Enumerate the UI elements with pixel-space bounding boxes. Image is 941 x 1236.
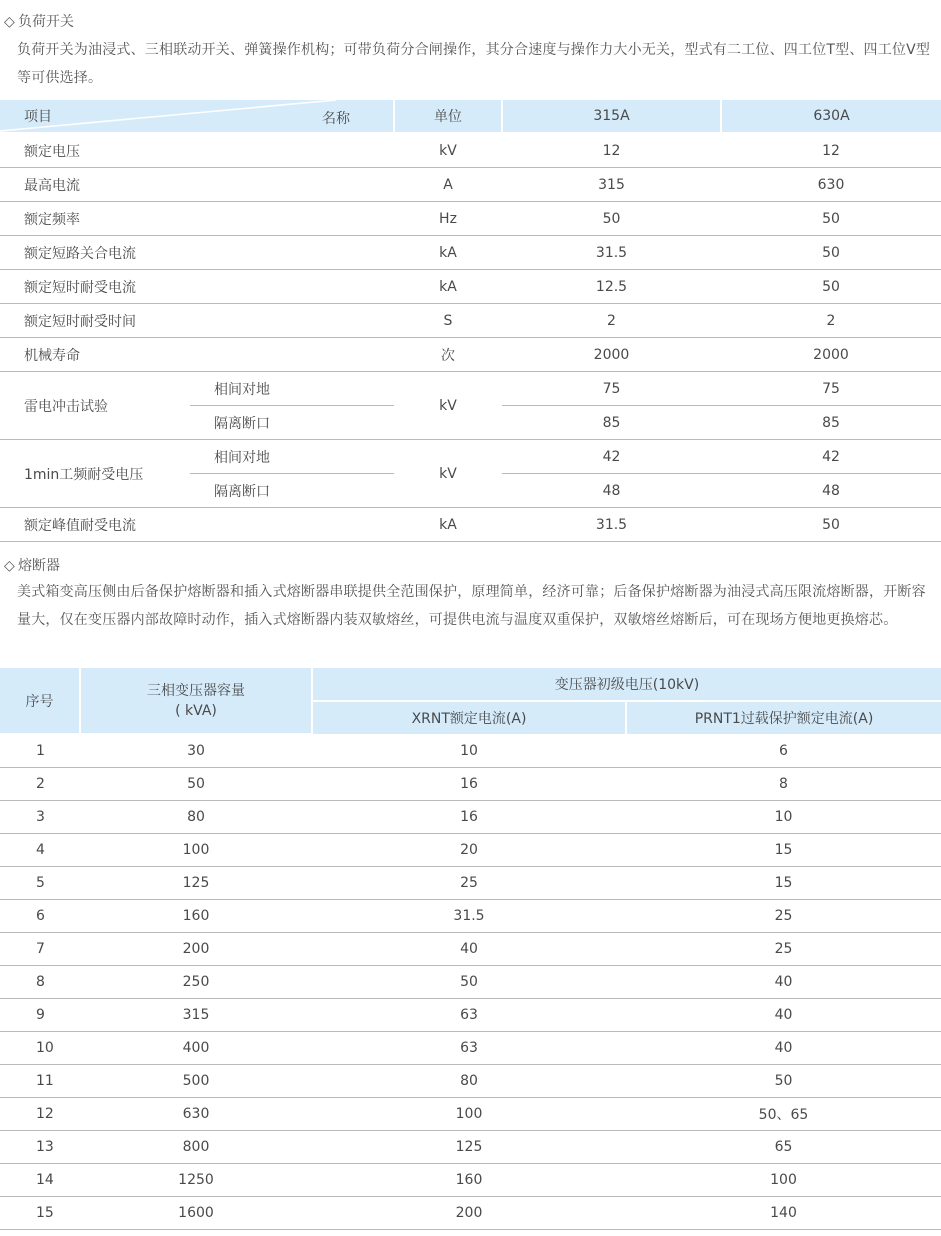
- table-row: [0, 1098, 941, 1131]
- row-capacity: 1600: [80, 1197, 312, 1230]
- row-xrnt-current: 125: [312, 1131, 626, 1164]
- row-index: 1: [0, 734, 80, 768]
- row-value-315a: 50: [502, 202, 721, 236]
- table-row: [0, 1197, 941, 1230]
- row-value-630a: 50: [721, 202, 941, 236]
- row-prnt-current: 65: [626, 1131, 941, 1164]
- header-item-label: 项目: [24, 109, 52, 125]
- row-subname: 相间对地: [190, 440, 394, 474]
- table-row: [0, 202, 941, 236]
- row-name: 额定短时耐受时间: [0, 304, 394, 338]
- row-index: 4: [0, 834, 80, 867]
- row-unit: 次: [394, 338, 502, 372]
- row-xrnt-current: 31.5: [312, 900, 626, 933]
- row-xrnt-current: 40: [312, 933, 626, 966]
- row-prnt-current: 100: [626, 1164, 941, 1197]
- row-capacity: 500: [80, 1065, 312, 1098]
- table-header-row: [0, 100, 941, 133]
- row-value-315a: 12.5: [502, 270, 721, 304]
- section-description-load-switch: 负荷开关为油浸式、三相联动开关、弹簧操作机构；可带负荷分合闸操作，其分合速度与操作力大小无关，型式有二工位、四工位T型、四工位V型等可供选择。: [17, 42, 931, 86]
- table-row: [0, 304, 941, 338]
- section-title-load-switch: [4, 12, 74, 32]
- table-row: [0, 734, 941, 768]
- section-description-fuse: 美式箱变高压侧由后备保护熔断器和插入式熔断器串联提供全范围保护，原理简单，经济可靠；后备保护熔断器为油浸式高压限流熔断器，开断容量大，仅在变压器内部故障时动作，插入式熔断器内装双敏熔丝，可提供电流与温度双重保护，双敏熔丝熔断后，可在现场方便地更换熔芯。: [17, 584, 926, 628]
- row-name: 额定短时耐受电流: [0, 270, 394, 304]
- fuse-rating-table: [0, 668, 941, 1230]
- row-capacity: 200: [80, 933, 312, 966]
- row-value-315a: 2000: [502, 338, 721, 372]
- row-prnt-current: 25: [626, 933, 941, 966]
- row-index: 7: [0, 933, 80, 966]
- row-unit: kA: [394, 236, 502, 270]
- row-value-315a: 31.5: [502, 508, 721, 542]
- table-header-row: [0, 668, 941, 701]
- row-prnt-current: 50、65: [626, 1098, 941, 1131]
- row-prnt-current: 40: [626, 999, 941, 1032]
- row-prnt-current: 40: [626, 966, 941, 999]
- row-index: 2: [0, 768, 80, 801]
- row-xrnt-current: 63: [312, 999, 626, 1032]
- row-index: 11: [0, 1065, 80, 1098]
- row-value-315a: 2: [502, 304, 721, 338]
- row-value-315a: 42: [502, 440, 721, 474]
- table-row: [0, 999, 941, 1032]
- row-value-315a: 75: [502, 372, 721, 406]
- section-title-text: 熔断器: [18, 558, 60, 574]
- row-xrnt-current: 200: [312, 1197, 626, 1230]
- table-row: [0, 168, 941, 202]
- header-prnt: PRNT1过载保护额定电流(A): [626, 701, 941, 734]
- table-row: [0, 338, 941, 372]
- header-unit: 单位: [394, 100, 502, 133]
- header-315a: 315A: [502, 100, 721, 133]
- row-index: 8: [0, 966, 80, 999]
- table-row: [0, 1131, 941, 1164]
- header-name-label: 名称: [322, 111, 350, 127]
- row-value-630a: 2: [721, 304, 941, 338]
- row-index: 15: [0, 1197, 80, 1230]
- header-primary-voltage-group: 变压器初级电压(10kV): [312, 668, 941, 701]
- row-prnt-current: 50: [626, 1065, 941, 1098]
- row-unit: kV: [394, 133, 502, 168]
- row-name: 额定频率: [0, 202, 394, 236]
- table-row: [0, 508, 941, 542]
- row-xrnt-current: 16: [312, 768, 626, 801]
- row-capacity: 125: [80, 867, 312, 900]
- row-value-315a: 85: [502, 406, 721, 440]
- row-prnt-current: 25: [626, 900, 941, 933]
- table-row: [0, 933, 941, 966]
- row-name: 额定峰值耐受电流: [0, 508, 394, 542]
- row-xrnt-current: 25: [312, 867, 626, 900]
- load-switch-spec-table: [0, 100, 941, 542]
- row-name-power-frequency: 1min工频耐受电压: [0, 440, 190, 508]
- row-index: 6: [0, 900, 80, 933]
- header-index: 序号: [0, 668, 80, 734]
- table-row: [0, 236, 941, 270]
- section-title-text: 负荷开关: [18, 14, 74, 30]
- row-value-630a: 50: [721, 236, 941, 270]
- row-capacity: 800: [80, 1131, 312, 1164]
- diamond-outline-icon: ◇: [4, 14, 15, 30]
- header-capacity-line1: 三相变压器容量: [147, 682, 245, 699]
- header-capacity: [80, 668, 312, 734]
- row-capacity: 160: [80, 900, 312, 933]
- table-row: [0, 270, 941, 304]
- table-row: [0, 801, 941, 834]
- row-prnt-current: 6: [626, 734, 941, 768]
- row-index: 5: [0, 867, 80, 900]
- row-xrnt-current: 63: [312, 1032, 626, 1065]
- row-value-630a: 85: [721, 406, 941, 440]
- table-row: [0, 440, 941, 474]
- row-name: 额定短路关合电流: [0, 236, 394, 270]
- row-xrnt-current: 100: [312, 1098, 626, 1131]
- row-value-630a: 630: [721, 168, 941, 202]
- table-row: [0, 768, 941, 801]
- row-prnt-current: 8: [626, 768, 941, 801]
- row-unit: S: [394, 304, 502, 338]
- table-row: [0, 133, 941, 168]
- row-xrnt-current: 160: [312, 1164, 626, 1197]
- row-capacity: 315: [80, 999, 312, 1032]
- row-unit: kA: [394, 270, 502, 304]
- row-unit: kV: [394, 440, 502, 508]
- table-row: [0, 372, 941, 406]
- row-index: 12: [0, 1098, 80, 1131]
- row-prnt-current: 15: [626, 834, 941, 867]
- row-capacity: 80: [80, 801, 312, 834]
- row-name: 额定电压: [0, 133, 394, 168]
- row-xrnt-current: 20: [312, 834, 626, 867]
- row-unit: kV: [394, 372, 502, 440]
- row-value-630a: 42: [721, 440, 941, 474]
- fuse-table-body: [0, 734, 941, 1230]
- row-value-315a: 31.5: [502, 236, 721, 270]
- row-subname: 相间对地: [190, 372, 394, 406]
- table-row: [0, 900, 941, 933]
- row-xrnt-current: 80: [312, 1065, 626, 1098]
- row-xrnt-current: 10: [312, 734, 626, 768]
- row-unit: Hz: [394, 202, 502, 236]
- row-capacity: 250: [80, 966, 312, 999]
- row-unit: kA: [394, 508, 502, 542]
- row-value-630a: 75: [721, 372, 941, 406]
- row-prnt-current: 15: [626, 867, 941, 900]
- row-subname: 隔离断口: [190, 474, 394, 508]
- row-name-lightning: 雷电冲击试验: [0, 372, 190, 440]
- header-item-name-cell: [0, 100, 394, 133]
- row-name: 机械寿命: [0, 338, 394, 372]
- table-row: [0, 834, 941, 867]
- row-index: 9: [0, 999, 80, 1032]
- row-capacity: 1250: [80, 1164, 312, 1197]
- row-value-315a: 48: [502, 474, 721, 508]
- row-prnt-current: 140: [626, 1197, 941, 1230]
- row-capacity: 30: [80, 734, 312, 768]
- row-xrnt-current: 16: [312, 801, 626, 834]
- table-row: [0, 1164, 941, 1197]
- header-630a: 630A: [721, 100, 941, 133]
- row-capacity: 400: [80, 1032, 312, 1065]
- table-row: [0, 867, 941, 900]
- row-name: 最高电流: [0, 168, 394, 202]
- row-unit: A: [394, 168, 502, 202]
- row-value-630a: 48: [721, 474, 941, 508]
- row-subname: 隔离断口: [190, 406, 394, 440]
- section-title-fuse: [4, 556, 60, 576]
- row-prnt-current: 40: [626, 1032, 941, 1065]
- row-capacity: 630: [80, 1098, 312, 1131]
- table-row: [0, 1032, 941, 1065]
- header-capacity-line2: ( kVA): [175, 702, 217, 719]
- table-row: [0, 966, 941, 999]
- row-index: 13: [0, 1131, 80, 1164]
- row-xrnt-current: 50: [312, 966, 626, 999]
- row-index: 3: [0, 801, 80, 834]
- diamond-outline-icon: ◇: [4, 558, 15, 574]
- row-index: 14: [0, 1164, 80, 1197]
- row-value-630a: 50: [721, 270, 941, 304]
- header-xrnt: XRNT额定电流(A): [312, 701, 626, 734]
- row-prnt-current: 10: [626, 801, 941, 834]
- row-capacity: 50: [80, 768, 312, 801]
- row-value-630a: 50: [721, 508, 941, 542]
- table-row: [0, 1065, 941, 1098]
- row-index: 10: [0, 1032, 80, 1065]
- row-value-630a: 2000: [721, 338, 941, 372]
- row-capacity: 100: [80, 834, 312, 867]
- row-value-315a: 12: [502, 133, 721, 168]
- row-value-315a: 315: [502, 168, 721, 202]
- row-value-630a: 12: [721, 133, 941, 168]
